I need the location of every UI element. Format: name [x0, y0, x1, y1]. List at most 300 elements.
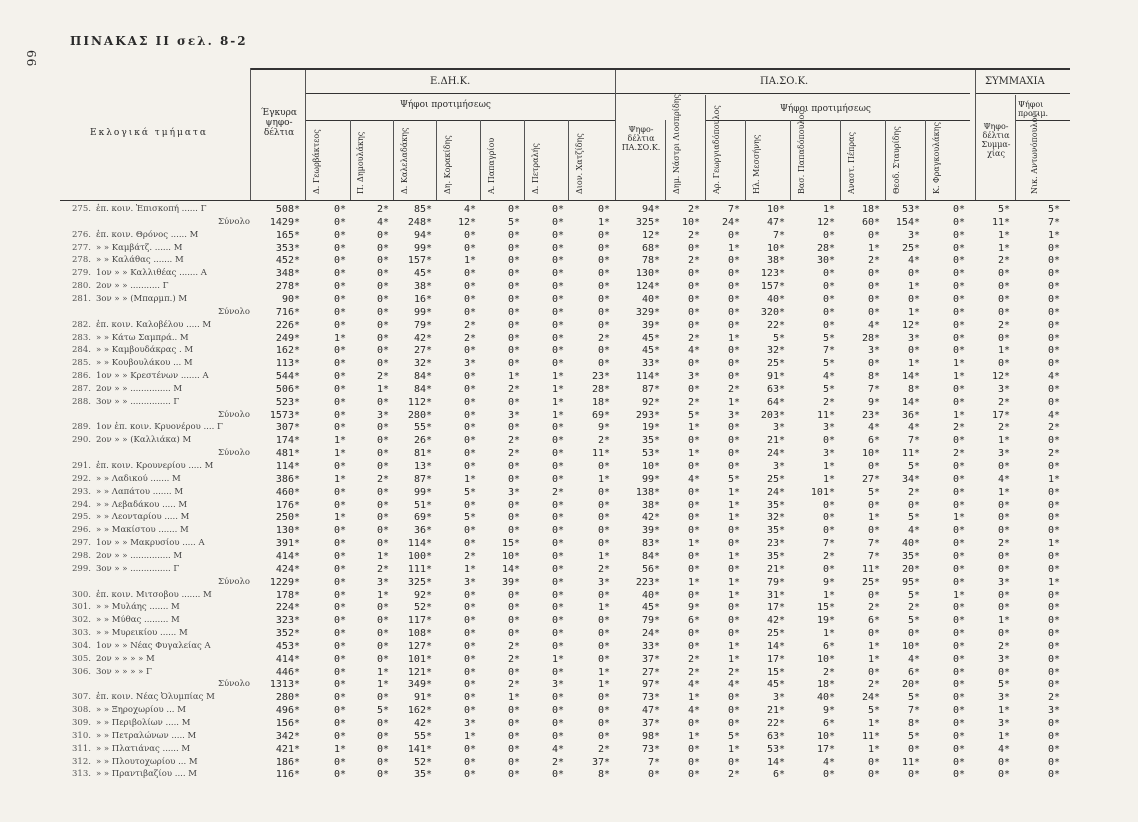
vote-cell: 0*: [867, 666, 880, 678]
vote-cell: 16*: [413, 293, 432, 305]
vote-cell: 0*: [551, 332, 564, 344]
vote-cell: 23*: [591, 371, 610, 383]
vote-cell: 37*: [641, 653, 660, 665]
row-label: 1ον » » Καλλιθέας ....... Α: [96, 268, 207, 279]
vote-cell: 174*: [275, 435, 300, 447]
vote-cell: 6*: [687, 615, 700, 627]
vote-cell: 352*: [275, 628, 300, 640]
vote-cell: 5*: [727, 473, 740, 485]
row-number: 309.: [72, 718, 91, 728]
vote-cell: 0*: [952, 628, 965, 640]
vote-cell: 1*: [727, 589, 740, 601]
vote-cell: 7*: [822, 538, 835, 550]
vote-cell: 42*: [766, 615, 785, 627]
vote-cell: 0*: [727, 319, 740, 331]
pasok-valid-label: Ψηφο-δέλτια ΠΑ.ΣΟ.Κ.: [621, 125, 661, 152]
vote-cell: 2*: [507, 679, 520, 691]
vote-cell: 3*: [822, 422, 835, 434]
vote-cell: 0*: [551, 422, 564, 434]
row-label: ἐπ. κοιν. Καλοβέλου ..... Μ: [96, 319, 212, 330]
vote-cell: 0*: [551, 216, 564, 228]
vote-cell: 0*: [376, 718, 389, 729]
header-top-rule: [250, 68, 1070, 70]
valid-ballots-label: Έγκυρα ψηφο-δέλτια: [261, 108, 297, 138]
col-divider: [840, 120, 841, 200]
vote-cell: 24*: [766, 486, 785, 498]
vote-cell: 99*: [641, 473, 660, 485]
vote-cell: 0*: [952, 216, 965, 228]
vote-cell: 36*: [901, 409, 920, 421]
vote-cell: 2*: [997, 422, 1010, 434]
row-number: 285.: [72, 358, 91, 369]
vote-cell: 0*: [333, 705, 346, 717]
vote-cell: 1*: [597, 473, 610, 485]
vote-cell: 11*: [901, 756, 920, 768]
vote-cell: 0*: [551, 525, 564, 537]
vote-cell: 4*: [997, 473, 1010, 485]
vote-cell: 45*: [641, 345, 660, 357]
vote-cell: 27*: [641, 666, 660, 678]
vote-cell: 23*: [861, 409, 880, 421]
vote-cell: 83*: [641, 538, 660, 550]
vote-cell: 0*: [463, 666, 476, 678]
vote-cell: 13*: [413, 461, 432, 472]
vote-cell: 0*: [597, 512, 610, 524]
vote-cell: 0*: [507, 525, 520, 537]
vote-cell: 0*: [1047, 461, 1060, 472]
vote-cell: 5*: [822, 358, 835, 370]
col-divider: [790, 120, 791, 200]
vote-cell: 0*: [463, 371, 476, 383]
vote-cell: 32*: [766, 512, 785, 524]
row-number: 288.: [72, 396, 91, 407]
vote-cell: 446*: [275, 666, 300, 678]
vote-cell: 1*: [463, 473, 476, 485]
vote-cell: 506*: [275, 383, 300, 395]
vote-cell: 1*: [997, 435, 1010, 447]
vote-cell: 165*: [275, 229, 300, 241]
vote-cell: 1*: [463, 730, 476, 742]
vote-cell: 138*: [635, 486, 660, 498]
vote-cell: 11*: [816, 409, 835, 421]
row-label: 1ον » » Κρεστένων ....... Α: [96, 371, 209, 382]
vote-cell: 1*: [727, 486, 740, 498]
row-number: 286.: [72, 371, 91, 382]
table-row: [0, 679, 1138, 692]
vote-cell: 79*: [766, 576, 785, 588]
candidate-header: Δη. Κορακίδης: [443, 135, 452, 194]
vote-cell: 0*: [727, 461, 740, 472]
candidate-header: Δ. Καλελαδάκης: [400, 127, 409, 194]
table-row: [0, 628, 1138, 641]
vote-cell: 0*: [333, 422, 346, 434]
vote-cell: 15*: [766, 666, 785, 678]
vote-cell: 47*: [766, 216, 785, 228]
table-row: [0, 744, 1138, 757]
vote-cell: 0*: [376, 255, 389, 267]
vote-cell: 0*: [952, 268, 965, 280]
vote-cell: 0*: [333, 461, 346, 472]
vote-cell: 0*: [952, 435, 965, 447]
vote-cell: 24*: [861, 692, 880, 704]
vote-cell: 0*: [727, 422, 740, 434]
vote-cell: 5*: [907, 730, 920, 742]
vote-cell: 3*: [597, 576, 610, 588]
vote-cell: 0*: [376, 499, 389, 511]
vote-cell: 11*: [991, 216, 1010, 228]
vote-cell: 12*: [641, 229, 660, 241]
vote-cell: 4*: [1047, 409, 1060, 421]
row-label: Σύνολο: [218, 306, 250, 317]
vote-cell: 28*: [816, 242, 835, 254]
vote-cell: 141*: [407, 743, 432, 755]
row-label: » » Πετραλώνων ..... Μ: [96, 730, 197, 741]
vote-cell: 0*: [376, 756, 389, 768]
vote-cell: 0*: [997, 628, 1010, 640]
vote-cell: 1*: [997, 229, 1010, 241]
vote-cell: 0*: [727, 538, 740, 550]
vote-cell: 0*: [376, 435, 389, 447]
vote-cell: 5*: [507, 216, 520, 228]
vote-cell: 0*: [727, 718, 740, 729]
vote-cell: 0*: [822, 512, 835, 524]
vote-cell: 60*: [861, 216, 880, 228]
vote-cell: 0*: [597, 538, 610, 550]
vote-cell: 0*: [952, 396, 965, 408]
vote-cell: 0*: [597, 293, 610, 305]
col-divider: [925, 120, 926, 200]
vote-cell: 0*: [333, 255, 346, 267]
vote-cell: 325*: [407, 576, 432, 588]
vote-cell: 55*: [413, 730, 432, 742]
vote-cell: 0*: [822, 229, 835, 241]
vote-cell: 3*: [772, 461, 785, 472]
vote-cell: 3*: [507, 409, 520, 421]
vote-cell: 1*: [597, 679, 610, 691]
candidate-header: Α. Παπαγρίου: [487, 137, 496, 194]
vote-cell: 55*: [413, 422, 432, 434]
vote-cell: 0*: [463, 268, 476, 280]
row-label: 3ον » » ............... Γ: [96, 396, 180, 407]
vote-cell: 3*: [507, 486, 520, 498]
vote-cell: 8*: [597, 769, 610, 781]
vote-cell: 1*: [687, 538, 700, 550]
vote-cell: 1*: [822, 461, 835, 472]
vote-cell: 1*: [867, 718, 880, 729]
vote-cell: 7*: [727, 204, 740, 215]
vote-cell: 0*: [907, 499, 920, 511]
vote-cell: 0*: [551, 268, 564, 280]
vote-cell: 0*: [952, 576, 965, 588]
vote-cell: 1*: [1047, 473, 1060, 485]
vote-cell: 0*: [376, 422, 389, 434]
vote-cell: 1*: [333, 743, 346, 755]
row-label: » » Ξηροχωρίου ... Μ: [96, 705, 186, 716]
vote-cell: 0*: [952, 769, 965, 781]
vote-cell: 69*: [591, 409, 610, 421]
row-label: 2ον » » (Καλλιάκα) Μ: [96, 435, 192, 446]
vote-cell: 0*: [463, 242, 476, 254]
vote-cell: 4*: [1047, 371, 1060, 383]
vote-cell: 10*: [641, 461, 660, 472]
vote-cell: 0*: [333, 371, 346, 383]
vote-cell: 4*: [822, 371, 835, 383]
vote-cell: 0*: [507, 422, 520, 434]
vote-cell: 4*: [822, 756, 835, 768]
vote-cell: 386*: [275, 473, 300, 485]
vote-cell: 0*: [687, 358, 700, 370]
row-number: 307.: [72, 692, 91, 703]
vote-cell: 63*: [766, 730, 785, 742]
vote-cell: 12*: [457, 216, 476, 228]
vote-cell: 0*: [376, 640, 389, 652]
vote-cell: 4*: [867, 422, 880, 434]
vote-cell: 0*: [907, 628, 920, 640]
vote-cell: 250*: [275, 512, 300, 524]
vote-cell: 0*: [952, 730, 965, 742]
row-number: 287.: [72, 383, 91, 394]
vote-cell: 0*: [1047, 756, 1060, 768]
vote-cell: 0*: [551, 563, 564, 575]
vote-cell: 0*: [333, 666, 346, 678]
vote-cell: 3*: [822, 448, 835, 460]
row-number: 275.: [72, 204, 91, 214]
vote-cell: 0*: [551, 538, 564, 550]
vote-cell: 99*: [413, 486, 432, 498]
vote-cell: 124*: [635, 281, 660, 293]
vote-cell: 0*: [333, 589, 346, 601]
vote-cell: 0*: [867, 756, 880, 768]
vote-cell: 1*: [727, 550, 740, 562]
vote-cell: 0*: [333, 679, 346, 691]
vote-cell: 40*: [641, 293, 660, 305]
vote-cell: 2*: [687, 653, 700, 665]
vote-cell: 0*: [376, 653, 389, 665]
vote-cell: 0*: [822, 293, 835, 305]
row-number: 298.: [72, 550, 91, 561]
row-number: 276.: [72, 229, 91, 240]
row-number: 305.: [72, 653, 91, 664]
vote-cell: 114*: [275, 461, 300, 472]
vote-cell: 0*: [597, 461, 610, 472]
vote-cell: 0*: [551, 640, 564, 652]
vote-cell: 10*: [681, 216, 700, 228]
vote-cell: 0*: [907, 345, 920, 357]
vote-cell: 3*: [463, 576, 476, 588]
vote-cell: 0*: [1047, 602, 1060, 614]
vote-cell: 0*: [551, 358, 564, 370]
vote-cell: 0*: [463, 499, 476, 511]
vote-cell: 0*: [597, 345, 610, 357]
vote-cell: 9*: [687, 602, 700, 614]
vote-cell: 0*: [687, 512, 700, 524]
row-label: » » Μακίστου ....... Μ: [96, 525, 189, 536]
vote-cell: 1*: [551, 653, 564, 665]
vote-cell: 101*: [810, 486, 835, 498]
edik-pref-label: Ψήφοι προτιμήσεως: [400, 100, 491, 110]
vote-cell: 7*: [867, 550, 880, 562]
vote-cell: 2*: [376, 563, 389, 575]
vote-cell: 0*: [952, 306, 965, 318]
vote-cell: 0*: [1047, 435, 1060, 447]
vote-cell: 0*: [822, 499, 835, 511]
vote-cell: 87*: [413, 473, 432, 485]
vote-cell: 7*: [1047, 216, 1060, 228]
vote-cell: 0*: [997, 666, 1010, 678]
vote-cell: 1*: [822, 473, 835, 485]
col-divider: [305, 70, 306, 200]
vote-cell: 0*: [333, 229, 346, 241]
vote-cell: 0*: [463, 422, 476, 434]
vote-cell: 0*: [333, 615, 346, 627]
vote-cell: 0*: [463, 769, 476, 781]
vote-cell: 0*: [551, 550, 564, 562]
table-row: [0, 615, 1138, 628]
vote-cell: 0*: [463, 640, 476, 652]
symm-valid-label: Ψηφο-δέλτια Συμμα-χίας: [981, 122, 1011, 158]
vote-cell: 11*: [861, 730, 880, 742]
vote-cell: 0*: [952, 383, 965, 395]
vote-cell: 0*: [333, 563, 346, 575]
vote-cell: 1*: [997, 345, 1010, 357]
vote-cell: 99*: [413, 306, 432, 318]
vote-cell: 4*: [907, 653, 920, 665]
vote-cell: 0*: [952, 229, 965, 241]
vote-cell: 0*: [822, 769, 835, 781]
vote-cell: 162*: [407, 705, 432, 717]
vote-cell: 45*: [641, 602, 660, 614]
vote-cell: 101*: [407, 653, 432, 665]
vote-cell: 1573*: [269, 409, 300, 421]
table-row: [0, 500, 1138, 513]
vote-cell: 20*: [901, 679, 920, 691]
vote-cell: 127*: [407, 640, 432, 652]
vote-cell: 342*: [275, 730, 300, 742]
row-label: Σύνολο: [218, 679, 250, 690]
vote-cell: 10*: [816, 730, 835, 742]
row-label: » » Καμβάτζ. ...... Μ: [96, 242, 183, 253]
vote-cell: 0*: [507, 705, 520, 717]
vote-cell: 2*: [507, 640, 520, 652]
vote-cell: 4*: [463, 204, 476, 215]
vote-cell: 1*: [1047, 229, 1060, 241]
vote-cell: 0*: [333, 525, 346, 537]
vote-cell: 100*: [407, 550, 432, 562]
vote-cell: 95*: [901, 576, 920, 588]
vote-cell: 5*: [997, 679, 1010, 691]
vote-cell: 0*: [687, 628, 700, 640]
vote-cell: 10*: [901, 640, 920, 652]
vote-cell: 2*: [687, 332, 700, 344]
vote-cell: 4*: [867, 319, 880, 331]
vote-cell: 2*: [687, 229, 700, 241]
vote-cell: 38*: [766, 255, 785, 267]
table-row: [0, 641, 1138, 654]
vote-cell: 1*: [952, 358, 965, 370]
vote-cell: 1429*: [269, 216, 300, 228]
vote-cell: 0*: [1047, 358, 1060, 370]
table-row: [0, 435, 1138, 448]
vote-cell: 1*: [952, 512, 965, 524]
vote-cell: 0*: [333, 756, 346, 768]
vote-cell: 0*: [551, 255, 564, 267]
vote-cell: 248*: [407, 216, 432, 228]
row-number: 279.: [72, 268, 91, 279]
vote-cell: 7*: [907, 435, 920, 447]
vote-cell: 1*: [376, 383, 389, 395]
vote-cell: 2*: [997, 640, 1010, 652]
vote-cell: 42*: [641, 512, 660, 524]
vote-cell: 90*: [281, 293, 300, 305]
vote-cell: 2*: [463, 332, 476, 344]
vote-cell: 40*: [641, 589, 660, 601]
vote-cell: 0*: [1047, 332, 1060, 344]
vote-cell: 51*: [413, 499, 432, 511]
vote-cell: 32*: [766, 345, 785, 357]
vote-cell: 2*: [597, 563, 610, 575]
vote-cell: 4*: [997, 743, 1010, 755]
vote-cell: 35*: [766, 525, 785, 537]
vote-cell: 11*: [901, 448, 920, 460]
vote-cell: 91*: [766, 371, 785, 383]
vote-cell: 3*: [463, 358, 476, 370]
vote-cell: 0*: [463, 281, 476, 293]
vote-cell: 73*: [641, 743, 660, 755]
table-row: [0, 243, 1138, 256]
row-label: 1ον » » Νέας Φυγαλείας Α: [96, 640, 211, 651]
vote-cell: 2*: [507, 653, 520, 665]
vote-cell: 1*: [867, 512, 880, 524]
vote-cell: 14*: [901, 396, 920, 408]
vote-cell: 32*: [413, 358, 432, 370]
vote-cell: 40*: [901, 538, 920, 550]
vote-cell: 0*: [727, 692, 740, 704]
row-label: Σύνολο: [218, 216, 250, 227]
party-pasok-title: ΠΑ.ΣΟ.Κ.: [760, 76, 809, 87]
row-number: 306.: [72, 666, 91, 677]
row-label: 3ον » » » » Γ: [96, 666, 152, 677]
vote-cell: 1*: [333, 512, 346, 524]
vote-cell: 154*: [895, 216, 920, 228]
vote-cell: 1*: [551, 383, 564, 395]
vote-cell: 1*: [867, 743, 880, 755]
row-label: » » Λαδικού ....... Μ: [96, 473, 181, 484]
vote-cell: 0*: [822, 525, 835, 537]
vote-cell: 1*: [727, 576, 740, 588]
vote-cell: 0*: [507, 666, 520, 678]
vote-cell: 2*: [867, 255, 880, 267]
table-row: [0, 410, 1138, 423]
vote-cell: 78*: [641, 255, 660, 267]
vote-cell: 523*: [275, 396, 300, 408]
vote-cell: 0*: [333, 640, 346, 652]
vote-cell: 452*: [275, 255, 300, 267]
table-row: [0, 230, 1138, 243]
col-divider: [885, 120, 886, 200]
table-row: [0, 204, 1138, 217]
vote-cell: 19*: [641, 422, 660, 434]
vote-cell: 0*: [463, 345, 476, 357]
vote-cell: 1*: [822, 204, 835, 215]
vote-cell: 0*: [687, 769, 700, 781]
vote-cell: 0*: [1047, 525, 1060, 537]
vote-cell: 2*: [997, 396, 1010, 408]
vote-cell: 280*: [275, 692, 300, 704]
vote-cell: 2*: [463, 550, 476, 562]
vote-cell: 3*: [907, 332, 920, 344]
row-label: ἐπ. κοιν. Ἐπισκοπή ...... Γ: [96, 204, 207, 214]
vote-cell: 0*: [376, 242, 389, 254]
